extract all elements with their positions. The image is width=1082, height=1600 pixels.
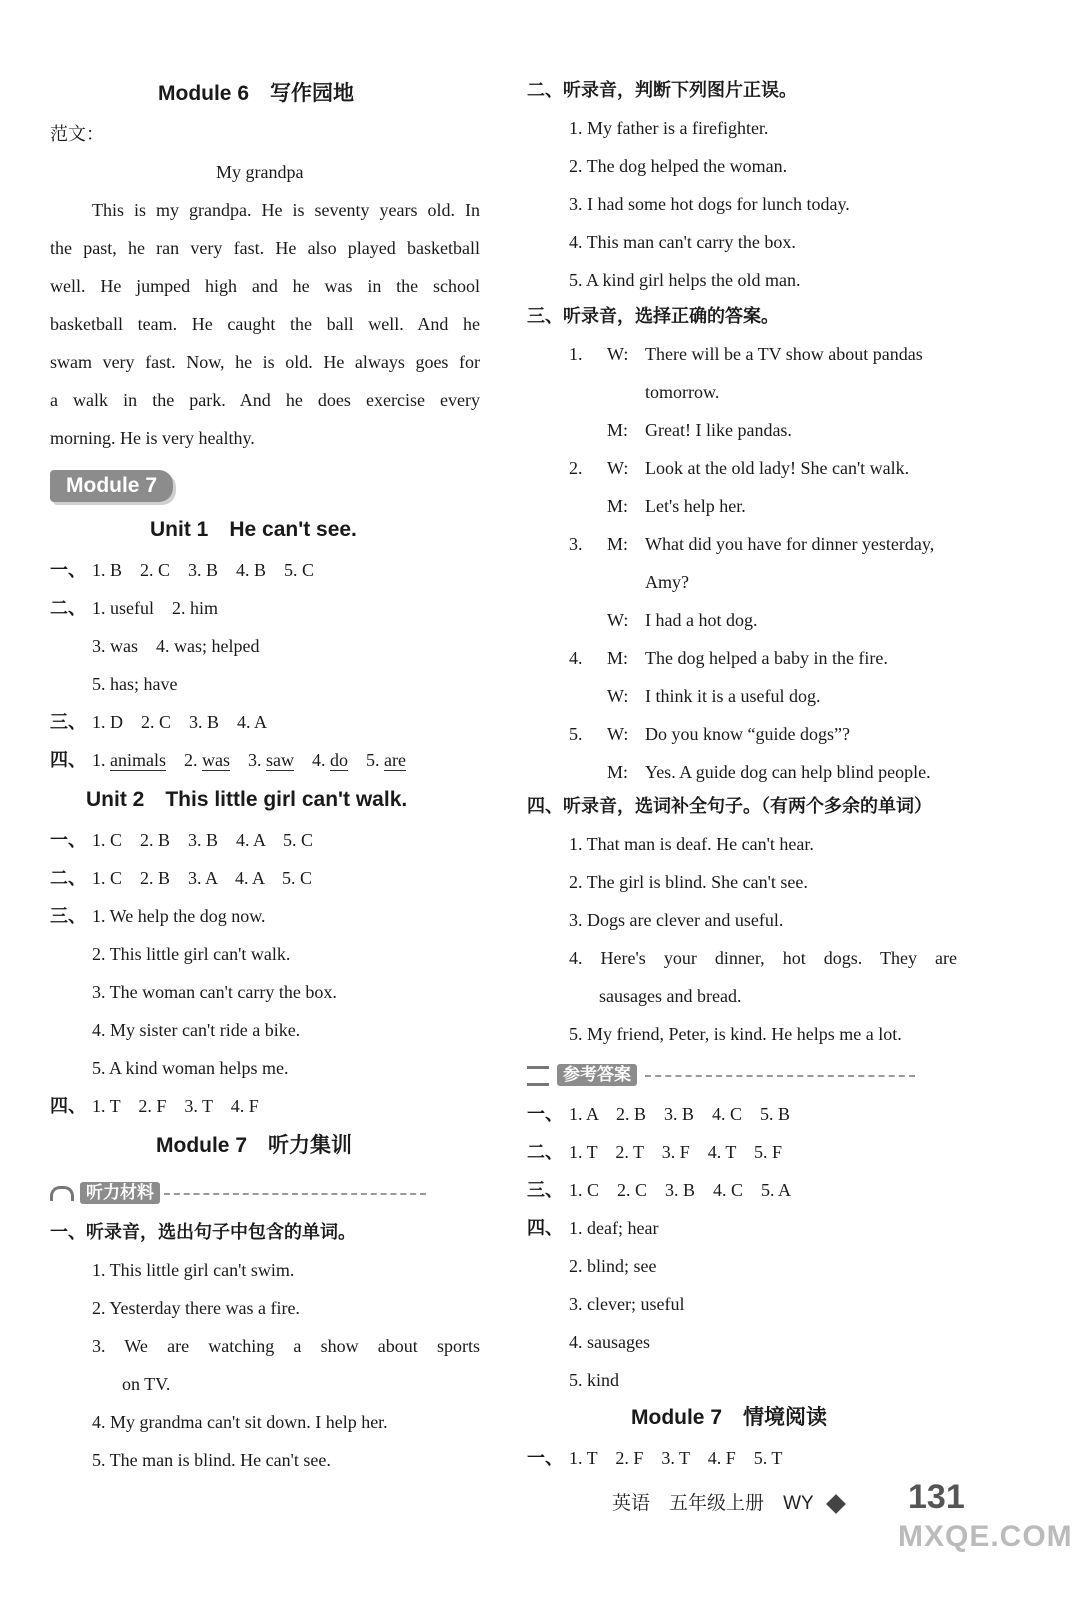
script-line: 1. That man is deaf. He can't hear. (569, 834, 814, 854)
script-line: on TV. (122, 1374, 171, 1394)
dialogue-line (569, 570, 689, 594)
utterance: Do you know “guide dogs”? (645, 724, 850, 744)
answer-line: 1. We help the dog now. (92, 906, 266, 926)
speaker: W: (607, 344, 629, 364)
script-line: 2. The dog helped the woman. (569, 156, 788, 176)
divider (164, 1193, 426, 1195)
answer-number: 3. (248, 750, 262, 770)
section-label: 一、 (50, 560, 86, 580)
speaker: M: (607, 420, 629, 440)
section-label: 一、 (527, 1104, 563, 1124)
answer-line: 3. was 4. was; helped (92, 636, 260, 656)
script-line: 3. I had some hot dogs for lunch today. (569, 194, 850, 214)
speaker: W: (607, 610, 629, 630)
unit1-title: Unit 1 He can't see. (150, 518, 357, 541)
section-label: 二、 (527, 1142, 563, 1162)
script-line: 5. The man is blind. He can't see. (92, 1450, 331, 1470)
answer-line: 1. useful 2. him (92, 598, 218, 618)
answer-line: 1. D 2. C 3. B 4. A (92, 712, 268, 732)
underlined-word: saw (266, 750, 294, 770)
script-line: 4. Here's your dinner, hot dogs. They are (569, 948, 957, 968)
dialogue-line (569, 418, 792, 442)
script-line: 2. Yesterday there was a fire. (92, 1298, 300, 1318)
answer-line: 1. T 2. F 3. T 4. F 5. T (569, 1448, 783, 1468)
section-label: 四、 (50, 750, 86, 770)
answer-line: 4. My sister can't ride a bike. (92, 1020, 301, 1040)
listening-material-header (50, 1180, 426, 1204)
utterance: What did you have for dinner yesterday, (645, 534, 935, 554)
essay-line: basketball team. He caught the ball well. And he (50, 314, 480, 334)
utterance: The dog helped a baby in the fire. (645, 648, 888, 668)
divider (645, 1075, 915, 1077)
utterance: There will be a TV show about pandas (645, 344, 923, 364)
essay-title: My grandpa (216, 162, 304, 182)
utterance: Let's help her. (645, 496, 746, 516)
answer-line: 1. T 2. F 3. T 4. F (92, 1096, 259, 1116)
underlined-word: do (330, 750, 348, 770)
page-number: 131 (908, 1478, 965, 1516)
answer-line: 1. T 2. T 3. F 4. T 5. F (569, 1142, 783, 1162)
speaker: W: (607, 724, 629, 744)
item-number: 3. (569, 534, 583, 554)
answers-tag: 参考答案 (557, 1064, 637, 1086)
answer-line: 3. clever; useful (569, 1294, 685, 1314)
section-label: 四、 (50, 1096, 86, 1116)
essay-line: swam very fast. Now, he is old. He always goes for (50, 352, 480, 372)
essay-line: well. He jumped high and he was in the school (50, 276, 480, 296)
answer-line: 1. C 2. C 3. B 4. C 5. A (569, 1180, 792, 1200)
script-line: 4. My grandma can't sit down. I help her. (92, 1412, 388, 1432)
dialogue-line (569, 684, 820, 708)
underlined-word: animals (110, 750, 166, 770)
script-line: 1. My father is a firefighter. (569, 118, 769, 138)
section-label: 一、 (527, 1448, 563, 1468)
reading-title: Module 7 情境阅读 (631, 1406, 828, 1429)
script-line: sausages and bread. (599, 986, 742, 1006)
underlined-word: are (384, 750, 406, 770)
utterance: tomorrow. (645, 382, 720, 402)
answer-line: 1. C 2. B 3. A 4. A 5. C (92, 868, 313, 888)
speaker: W: (607, 458, 629, 478)
script-line: 4. This man can't carry the box. (569, 232, 796, 252)
answer-line: 5. A kind woman helps me. (92, 1058, 289, 1078)
section-label: 三、 (527, 1180, 563, 1200)
section-label: 二、 (50, 868, 86, 888)
utterance: I had a hot dog. (645, 610, 758, 630)
answer-line: 1. A 2. B 3. B 4. C 5. B (569, 1104, 791, 1124)
script-line: 1. This little girl can't swim. (92, 1260, 295, 1280)
page-footer (612, 1488, 843, 1515)
speaker: M: (607, 496, 629, 516)
script-line: 3. We are watching a show about sports (92, 1336, 480, 1356)
answer-line: 3. The woman can't carry the box. (92, 982, 337, 1002)
diamond-icon (826, 1494, 846, 1514)
item-number: 4. (569, 648, 583, 668)
essay-line: This is my grandpa. He is seventy years old. In (92, 200, 480, 220)
dialogue-line (569, 342, 923, 366)
utterance: I think it is a useful dog. (645, 686, 821, 706)
answer-number: 4. (312, 750, 326, 770)
utterance: Amy? (645, 572, 689, 592)
script-line: 5. A kind girl helps the old man. (569, 270, 801, 290)
dialogue-line (569, 532, 934, 556)
underlined-word: was (202, 750, 230, 770)
section-label: 一、 (50, 830, 86, 850)
answer-line: 2. This little girl can't walk. (92, 944, 291, 964)
module6-title: Module 6 写作园地 (158, 82, 355, 105)
underlined-answers (50, 748, 406, 772)
dialogue-line (569, 456, 909, 480)
script-line: 2. The girl is blind. She can't see. (569, 872, 808, 892)
answer-number: 1. (92, 750, 106, 770)
footer-grade: 五年级上册 (669, 1493, 765, 1514)
section-label: 三、 (50, 712, 86, 732)
dialogue-line (569, 608, 757, 632)
utterance: Great! I like pandas. (645, 420, 792, 440)
answer-number: 2. (184, 750, 198, 770)
essay-line: the past, he ran very fast. He also played basketball (50, 238, 480, 258)
question-heading: 四、听录音，选词补全句子。（有两个多余的单词） (527, 796, 932, 816)
utterance: Look at the old lady! She can't walk. (645, 458, 910, 478)
footer-edition: WY (783, 1493, 814, 1514)
section-label: 三、 (50, 906, 86, 926)
item-number: 1. (569, 344, 583, 364)
dialogue-line (569, 646, 888, 670)
answer-line: 2. blind; see (569, 1256, 657, 1276)
watermark: MXQE.COM (898, 1520, 1073, 1553)
dialogue-line (569, 722, 850, 746)
answer-line: 1. C 2. B 3. B 4. A 5. C (92, 830, 314, 850)
list-icon (527, 1066, 549, 1086)
answer-line: 4. sausages (569, 1332, 650, 1352)
speaker: M: (607, 534, 629, 554)
answer-number: 5. (366, 750, 380, 770)
speaker: M: (607, 648, 629, 668)
section-label: 二、 (50, 598, 86, 618)
question-heading: 一、听录音，选出句子中包含的单词。 (50, 1222, 356, 1242)
section-label: 四、 (527, 1218, 563, 1238)
essay-line: morning. He is very healthy. (50, 428, 255, 448)
utterance: Yes. A guide dog can help blind people. (645, 762, 931, 782)
speaker: M: (607, 762, 629, 782)
headphones-icon (50, 1186, 74, 1201)
item-number: 5. (569, 724, 583, 744)
dialogue-line (569, 494, 746, 518)
question-heading: 二、听录音，判断下列图片正误。 (527, 80, 797, 100)
footer-subject: 英语 (612, 1493, 651, 1514)
dialogue-line (569, 380, 719, 404)
answers-header (527, 1062, 915, 1086)
unit2-title: Unit 2 This little girl can't walk. (86, 788, 408, 811)
speaker: W: (607, 686, 629, 706)
module7-badge: Module 7 (50, 470, 173, 502)
dialogue-line (569, 760, 931, 784)
answer-line: 1. B 2. C 3. B 4. B 5. C (92, 560, 315, 580)
listening-material-tag: 听力材料 (80, 1182, 160, 1204)
answer-line: 5. kind (569, 1370, 620, 1390)
script-line: 3. Dogs are clever and useful. (569, 910, 784, 930)
script-line: 5. My friend, Peter, is kind. He helps me a lot. (569, 1024, 902, 1044)
answer-line: 1. deaf; hear (569, 1218, 659, 1238)
essay-line: a walk in the park. And he does exercise every (50, 390, 480, 410)
question-heading: 三、听录音，选择正确的答案。 (527, 306, 779, 326)
item-number: 2. (569, 458, 583, 478)
answer-line: 5. has; have (92, 674, 178, 694)
sample-label: 范文： (50, 124, 104, 144)
listening-title: Module 7 听力集训 (156, 1134, 353, 1157)
